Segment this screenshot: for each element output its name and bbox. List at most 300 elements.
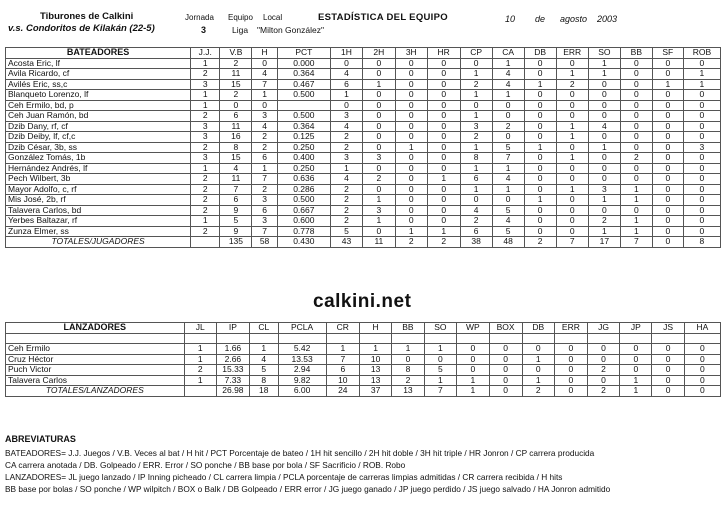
liga-label: Liga [232,25,249,35]
stat-cell: 0 [683,226,720,237]
stat-cell: 0 [554,375,587,386]
stat-cell: 0 [457,354,490,365]
stat-cell: 0 [460,58,492,69]
stat-cell: 2 [191,111,220,122]
stat-cell: 4 [588,121,620,132]
stat-cell: 16 [220,132,252,143]
stat-cell: 4 [252,69,277,80]
local-label: Local [263,13,283,22]
stat-cell: 0 [524,58,556,69]
stat-cell: 1 [683,79,720,90]
stat-cell: 0 [522,344,554,355]
stat-cell: 0 [652,100,683,111]
table-row [6,58,721,69]
batting-header-cell: 3H [395,48,427,59]
pitching-header-cell: HA [684,323,720,334]
abbreviation-line: CA carrera anotada / DB. Golpeado / ERR. Error / SO ponche / BB base por bola / SF Sacrificio / ROB. Robo [5,460,406,470]
stat-cell: 0 [395,90,427,101]
stat-cell: 0 [683,184,720,195]
stat-cell: 6 [460,226,492,237]
batting-header-cell: CP [460,48,492,59]
player-name: Dzib Dany, rf, cf [6,121,191,132]
total-cell: 37 [360,386,392,397]
abbreviation-line: LANZADORES= JL juego lanzado / IP Inning picheado / CL carrera limpia / PCLA porcentaje de carreras limpias admitidas / CR carrera recibida / H hits [5,472,563,482]
stat-cell [249,333,278,344]
stat-cell: 1 [652,79,683,90]
stat-cell: 15 [220,153,252,164]
stat-cell: 3 [252,195,277,206]
batting-header-cell: CA [492,48,524,59]
stat-cell: 0 [427,111,460,122]
stat-cell: 6 [252,205,277,216]
batting-header-cell: BATEADORES [6,48,191,59]
stat-cell: 0.400 [277,153,330,164]
stat-cell: 1 [460,69,492,80]
date-de: de [535,14,546,24]
stat-cell: 0 [395,174,427,185]
stat-cell: 0 [427,184,460,195]
stat-cell: 0 [683,121,720,132]
stat-cell: 0 [620,365,652,376]
table-row [6,69,721,80]
stat-cell: 0 [457,344,490,355]
player-name: Mis José, 2b, rf [6,195,191,206]
stat-cell: 0 [588,111,620,122]
stat-cell: 1 [620,226,652,237]
stat-cell: 1 [191,163,220,174]
stat-cell: 0 [652,184,683,195]
stat-cell [489,333,522,344]
stat-cell: 4 [492,174,524,185]
date-day: 10 [505,14,516,24]
stat-cell: 3 [683,142,720,153]
stat-cell: 1 [588,69,620,80]
stat-cell: 0 [252,58,277,69]
stat-cell: 0 [683,205,720,216]
batting-header-cell: DB [524,48,556,59]
stat-cell: 0 [331,58,363,69]
batting-header-cell: ROB [683,48,720,59]
stat-cell: 1 [392,344,424,355]
stat-cell: 1 [556,132,588,143]
stat-cell: 2 [191,184,220,195]
stat-cell: 0 [652,132,683,143]
stat-cell: 13.53 [278,354,326,365]
total-cell: 2 [587,386,619,397]
table-row [6,153,721,164]
stat-cell: 1 [362,195,395,206]
stat-cell: 0 [427,153,460,164]
pitching-header-cell: JL [184,323,216,334]
abbreviation-line: BB base por bolas / SO ponche / WP wilpitch / BOX o Balk / DB Golpeado / ERR error / JG juego ganado / JP juego perdido / JS juego salvado / HA Jonron admitido [5,484,611,494]
stat-cell [277,100,330,111]
stat-cell: 10 [326,375,359,386]
stat-cell: 7 [492,153,524,164]
stat-cell: 0 [683,132,720,143]
total-cell: 135 [220,237,252,248]
stat-cell: 2 [588,216,620,227]
stat-cell [587,333,619,344]
stat-cell: 0 [620,142,652,153]
pitching-header-cell: IP [216,323,249,334]
stat-cell: 0 [588,79,620,90]
stat-cell: 1 [424,375,456,386]
player-name: Acosta Eric, lf [6,58,191,69]
stat-cell: 3 [460,121,492,132]
stat-cell: 6 [326,365,359,376]
team-name: Tiburones de Calkini [40,11,134,22]
player-name: Avilés Eric, ss,c [6,79,191,90]
stat-cell: 5 [424,365,456,376]
stat-cell: 1 [252,90,277,101]
stat-cell: 0 [652,216,683,227]
stat-cell: 3 [191,79,220,90]
table-row [6,195,721,206]
stat-cell: 2 [331,216,363,227]
stat-cell: 2 [252,184,277,195]
stat-cell: 1 [556,153,588,164]
batting-header-cell: V.B [220,48,252,59]
stat-cell: 2 [556,79,588,90]
stat-cell: 3 [362,153,395,164]
stat-cell: 6 [252,153,277,164]
stat-cell: 0 [395,184,427,195]
stat-cell: 0 [427,100,460,111]
table-row [6,132,721,143]
stat-cell: 4 [331,121,363,132]
stat-cell: 0 [395,69,427,80]
stat-cell: 3 [362,205,395,216]
stat-cell: 0 [395,100,427,111]
stat-cell: 0 [395,153,427,164]
player-name: Dzib Deiby, lf, cf,c [6,132,191,143]
stat-cell: 1 [620,216,652,227]
player-name: Hernández Andrés, lf [6,163,191,174]
stat-cell [184,333,216,344]
pitching-header-cell: SO [424,323,456,334]
stat-cell: 2 [331,184,363,195]
stat-cell: 0 [220,100,252,111]
stat-cell: 0 [524,174,556,185]
stat-cell: 1 [556,121,588,132]
stat-cell: 4 [220,163,252,174]
stat-cell: 0 [556,216,588,227]
stat-cell: 0 [427,58,460,69]
stat-cell: 1 [460,111,492,122]
stat-cell: 0 [556,90,588,101]
abbreviation-line: BATEADORES= J.J. Juegos / V.B. Veces al bat / H hit / PCT Porcentaje de bateo / 1H hit sencillo / 2H hit doble / 3H hit triple / HR Jonron / CP carrera producida [5,448,595,458]
stat-cell: 0 [524,205,556,216]
stat-cell: 2 [252,142,277,153]
total-cell [191,237,220,248]
stat-cell: 0 [524,69,556,80]
stat-cell: 1 [492,90,524,101]
table-row [6,205,721,216]
stat-cell: 0 [489,375,522,386]
stat-cell: 0 [524,184,556,195]
stat-cell: 4 [252,121,277,132]
stat-cell: 0 [362,69,395,80]
stat-cell: 1 [360,344,392,355]
stat-cell: 1 [524,142,556,153]
stat-cell: 0 [588,132,620,143]
stat-cell: 0 [427,132,460,143]
stat-cell: 2 [331,142,363,153]
total-cell: 0 [684,386,720,397]
stat-cell [652,333,684,344]
stat-cell: 0 [556,195,588,206]
total-cell: 13 [392,386,424,397]
site-watermark: calkini.net [313,291,412,312]
totals-row [6,386,721,397]
stat-cell: 0 [427,205,460,216]
stat-cell: 0.250 [277,163,330,174]
stat-cell: 0 [252,100,277,111]
stat-cell: 0 [427,79,460,90]
stat-cell: 0.778 [277,226,330,237]
stat-cell: 3 [252,216,277,227]
stat-cell: 0 [362,142,395,153]
stat-cell: 0 [362,111,395,122]
stat-cell: 0 [522,365,554,376]
stat-cell: 0 [683,90,720,101]
stat-cell: 1 [184,375,216,386]
stat-cell: 0 [588,174,620,185]
stat-cell: 0 [620,132,652,143]
table-row [6,142,721,153]
stat-cell: 11 [220,174,252,185]
stat-cell: 0 [556,142,588,153]
stat-cell: 2 [460,79,492,90]
table-row [6,216,721,227]
stat-cell: 15.33 [216,365,249,376]
stat-cell: 0 [395,121,427,132]
stat-cell: 0 [492,132,524,143]
batting-header-cell: PCT [277,48,330,59]
jornada-label: Jornada [185,13,214,22]
stat-cell: 0 [684,375,720,386]
stat-cell: 1 [620,184,652,195]
table-row [6,174,721,185]
stat-cell: 5 [492,226,524,237]
stat-cell: 0 [331,100,363,111]
stat-cell: 0 [620,90,652,101]
stat-cell: 0 [362,90,395,101]
stat-cell: 0 [489,344,522,355]
stat-cell: 0 [620,121,652,132]
stat-cell: 7.33 [216,375,249,386]
stat-cell: 0 [652,121,683,132]
total-cell: 26.98 [216,386,249,397]
stat-cell: 7 [220,184,252,195]
stat-cell: 0 [524,121,556,132]
stat-cell: 0 [362,58,395,69]
stat-cell: 0 [492,100,524,111]
stat-cell: 6 [331,79,363,90]
pitching-header-cell: PCLA [278,323,326,334]
stat-cell: 4 [492,79,524,90]
stat-cell: 8 [249,375,278,386]
stat-cell: 3 [588,184,620,195]
stat-cell: 1 [620,195,652,206]
stat-cell: 2 [191,69,220,80]
stat-cell: 0 [362,184,395,195]
stat-cell: 1 [460,142,492,153]
stat-cell: 5 [331,226,363,237]
stat-cell: 1 [524,79,556,90]
player-name: Talavera Carlos [6,375,185,386]
stat-cell: 11 [220,121,252,132]
stat-cell: 1 [588,142,620,153]
stat-cell: 0 [395,163,427,174]
stat-cell: 5 [249,365,278,376]
stat-cell: 2 [620,153,652,164]
page-title: ESTADÍSTICA DEL EQUIPO [318,12,448,23]
stat-cell: 0 [620,79,652,90]
stat-cell: 0 [588,153,620,164]
stat-cell: 1 [191,90,220,101]
stat-cell: 15 [220,79,252,90]
stat-cell: 0 [652,142,683,153]
total-cell: 38 [460,237,492,248]
stat-cell: 0 [427,90,460,101]
total-cell: 2 [522,386,554,397]
stat-cell: 2 [191,226,220,237]
stat-cell: 1 [460,90,492,101]
player-name: Pech Wilbert, 3b [6,174,191,185]
stat-cell: 0 [683,100,720,111]
total-cell: 7 [556,237,588,248]
stat-cell: 0 [652,58,683,69]
stat-cell: 2 [191,174,220,185]
player-name: Zunza Elmer, ss [6,226,191,237]
player-name: Ceh Ermilo, bd, p [6,100,191,111]
stat-cell: 4 [492,69,524,80]
stat-cell: 0 [395,195,427,206]
stat-cell: 0 [556,58,588,69]
stat-cell [457,333,490,344]
stat-cell: 0.500 [277,195,330,206]
stat-cell: 0 [492,195,524,206]
stat-cell: 2 [362,174,395,185]
stat-cell: 7 [252,174,277,185]
stat-cell: 3 [331,153,363,164]
stat-cell: 7 [252,226,277,237]
total-cell: 17 [588,237,620,248]
pitching-header-cell: ERR [554,323,587,334]
stat-cell: 9 [220,205,252,216]
stat-cell: 0 [427,142,460,153]
stat-cell: 0 [587,375,619,386]
player-name: Talavera Carlos, bd [6,205,191,216]
stat-cell: 8 [460,153,492,164]
stat-cell: 0 [620,100,652,111]
stat-cell: 4 [460,205,492,216]
player-name: Blanqueto Lorenzo, lf [6,90,191,101]
stat-cell [620,333,652,344]
stat-cell: 0 [556,205,588,216]
pitching-header-cell: CR [326,323,359,334]
stat-cell: 0 [362,121,395,132]
stat-cell: 0 [683,58,720,69]
batting-header-cell: 1H [331,48,363,59]
total-cell: 6.00 [278,386,326,397]
player-name: Mayor Adolfo, c, rf [6,184,191,195]
batting-table [5,47,721,248]
stat-cell: 0 [588,163,620,174]
stat-cell: 0 [427,69,460,80]
table-row [6,226,721,237]
stat-cell: 3 [191,121,220,132]
stat-cell: 2 [252,132,277,143]
batting-header-cell: SF [652,48,683,59]
batting-header-cell: J.J. [191,48,220,59]
stat-cell: 2 [460,216,492,227]
stat-cell: 0 [683,195,720,206]
player-name: González Tomás, 1b [6,153,191,164]
jornada-value: 3 [201,25,207,35]
stat-cell [522,333,554,344]
pitching-header-cell: WP [457,323,490,334]
stat-cell: 0 [492,111,524,122]
stat-cell: 7 [252,79,277,90]
stat-cell: 0 [652,153,683,164]
stat-cell: 5 [220,216,252,227]
stat-cell: 0 [395,58,427,69]
stat-cell: 1 [331,163,363,174]
table-row [6,354,721,365]
stat-cell: 0 [554,365,587,376]
stat-cell: 2 [460,132,492,143]
stat-cell: 1 [395,142,427,153]
table-row [6,344,721,355]
total-cell: 8 [683,237,720,248]
stat-cell [424,333,456,344]
stat-cell: 0 [683,174,720,185]
stat-cell: 0 [588,205,620,216]
batting-header-cell: H [252,48,277,59]
stat-cell: 0 [587,344,619,355]
stat-cell: 0 [489,365,522,376]
stat-cell: 0 [652,365,684,376]
total-cell: 0 [489,386,522,397]
pitching-header-cell: H [360,323,392,334]
stat-cell: 0.286 [277,184,330,195]
pitching-header-cell: JS [652,323,684,334]
stat-cell: 0 [683,111,720,122]
stat-cell: 3 [191,153,220,164]
stat-cell: 0.467 [277,79,330,90]
player-name: Yerbes Baltazar, rf [6,216,191,227]
stat-cell: 1 [252,163,277,174]
stat-cell: 8 [392,365,424,376]
stat-cell: 0 [524,111,556,122]
table-row [6,111,721,122]
stat-cell: 1 [184,344,216,355]
stat-cell: 0 [620,205,652,216]
total-cell: 1 [457,386,490,397]
stat-cell: 0 [395,216,427,227]
stat-cell: 2 [492,121,524,132]
total-cell: 11 [362,237,395,248]
stat-cell: 0 [620,69,652,80]
stat-cell: 0 [427,195,460,206]
stat-cell: 1 [588,226,620,237]
batting-header-row [6,48,721,59]
table-row [6,184,721,195]
stat-cell: 5.42 [278,344,326,355]
batting-header-cell: SO [588,48,620,59]
